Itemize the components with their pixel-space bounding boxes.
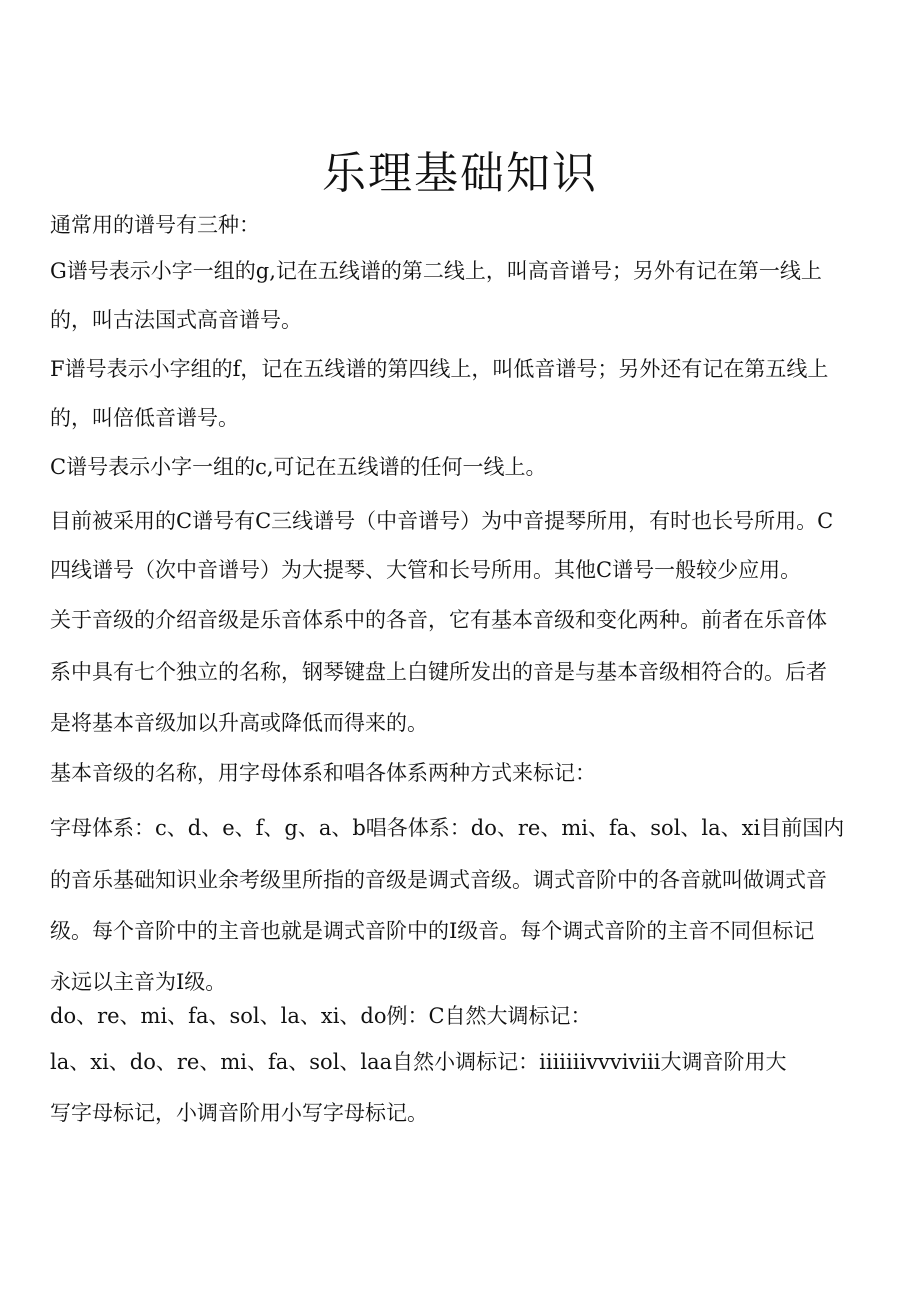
text-line: 基本音级的名称，用字母体系和唱各体系两种方式来标记： (50, 761, 596, 785)
text-line: 通常用的谱号有三种： (50, 213, 260, 237)
text-line: 是将基本音级加以升高或降低而得来的。 (50, 711, 428, 735)
text-line: 级。每个音阶中的主音也就是调式音阶中的I级音。每个调式音阶的主音不同但标记 (50, 919, 815, 943)
text-line: 永远以主音为I级。 (50, 970, 227, 994)
text-line: 的音乐基础知识业余考级里所指的音级是调式音级。调式音阶中的各音就叫做调式音 (50, 868, 827, 892)
text-line: F谱号表示小字组的f，记在五线谱的第四线上，叫低音谱号；另外还有记在第五线上 (50, 357, 829, 381)
text-line: C谱号表示小字一组的c,可记在五线谱的任何一线上。 (50, 455, 547, 479)
text-line: 的，叫倍低音谱号。 (50, 406, 239, 430)
text-line: 字母体系：c、d、e、f、g、a、b唱各体系：do、re、mi、fa、sol、la、xi目前国内 (50, 816, 845, 840)
text-line: la、xi、do、re、mi、fa、sol、laa自然小调标记：iiiiiiivvviviii大调音阶用大 (50, 1050, 787, 1074)
text-line: 关于音级的介绍音级是乐音体系中的各音，它有基本音级和变化两种。前者在乐音体 (50, 608, 827, 632)
text-line: 目前被采用的C谱号有C三线谱号（中音谱号）为中音提琴所用，有时也长号所用。C (50, 509, 834, 533)
page-title: 乐理基础知识 (322, 148, 598, 199)
text-line: 系中具有七个独立的名称，钢琴键盘上白键所发出的音是与基本音级相符合的。后者 (50, 660, 827, 684)
text-line: do、re、mi、fa、sol、la、xi、do例：C自然大调标记： (50, 1004, 592, 1028)
text-line: G谱号表示小字一组的g,记在五线谱的第二线上，叫高音谱号；另外有记在第一线上 (50, 259, 822, 283)
text-line: 的，叫古法国式高音谱号。 (50, 308, 302, 332)
text-line: 写字母标记，小调音阶用小写字母标记。 (50, 1101, 428, 1125)
text-line: 四线谱号（次中音谱号）为大提琴、大管和长号所用。其他C谱号一般较少应用。 (50, 558, 802, 582)
